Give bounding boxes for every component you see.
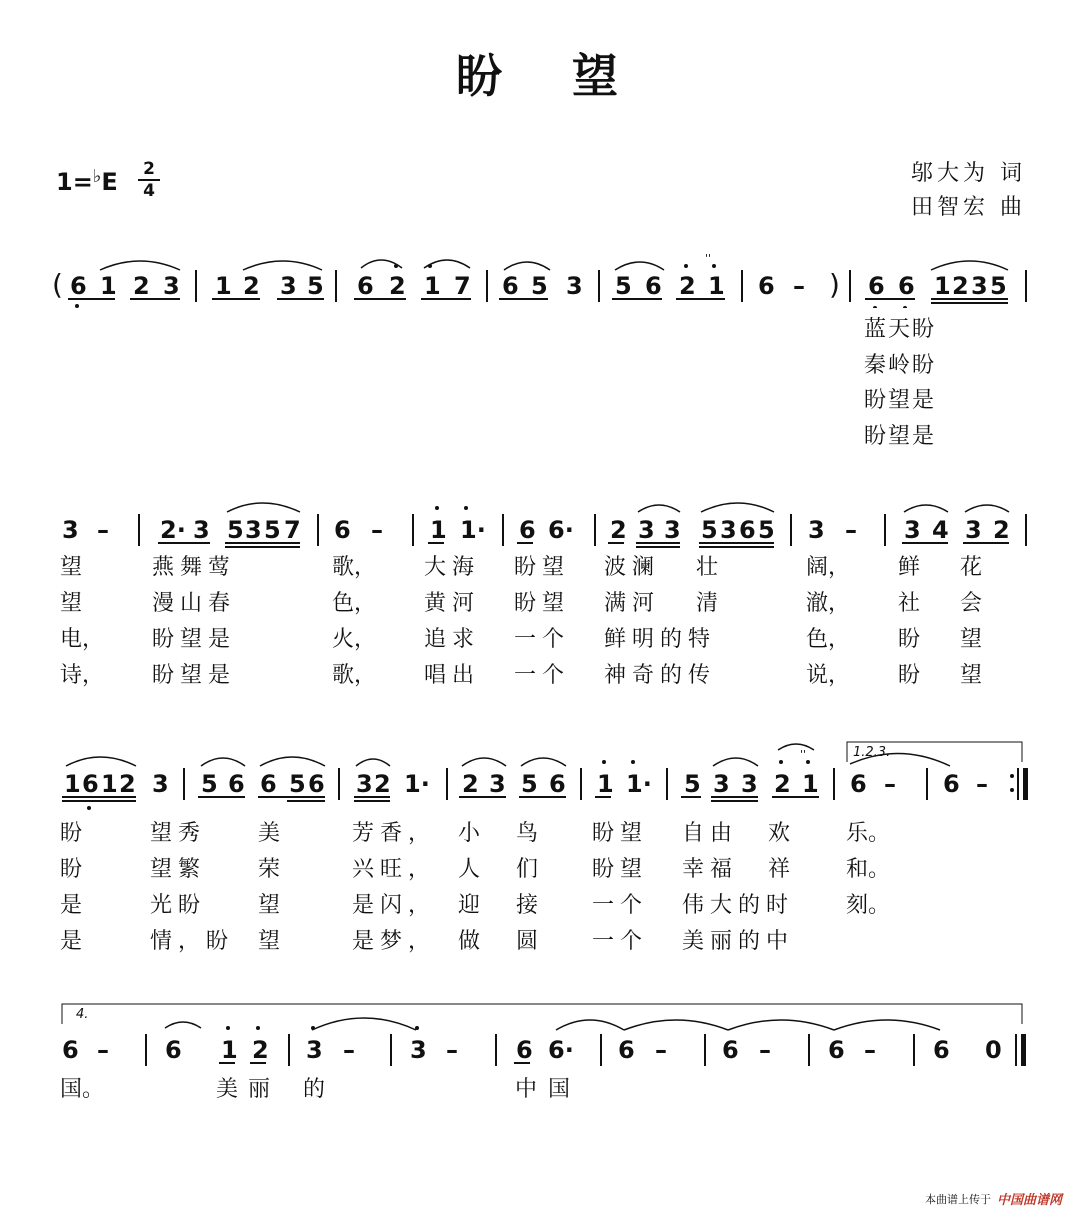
- svg-text:1: 1: [100, 272, 117, 300]
- svg-text:6: 6: [334, 516, 351, 544]
- svg-text:3: 3: [566, 272, 583, 300]
- svg-text:1·: 1·: [460, 516, 486, 544]
- svg-text:6: 6: [308, 770, 325, 798]
- svg-text:6: 6: [357, 272, 374, 300]
- svg-text:(: (: [52, 268, 63, 301]
- line1-lyrics: [864, 312, 936, 454]
- svg-text:1: 1: [597, 770, 614, 798]
- lyric-verse-2: 望 漫山春 色， 黄河 盼望 满河 清 澈， 社 会: [60, 591, 983, 616]
- svg-text:3: 3: [62, 516, 79, 544]
- lyric-verse-1: 盼 望秀 美 芳香， 小 鸟 盼望 自由 欢 乐。: [60, 821, 891, 846]
- svg-text:2: 2: [252, 1036, 269, 1064]
- svg-text:2·: 2·: [160, 516, 186, 544]
- svg-text:1: 1: [64, 770, 81, 798]
- svg-text:2: 2: [243, 272, 260, 300]
- svg-text:1: 1: [101, 770, 118, 798]
- svg-text:6: 6: [62, 1036, 79, 1064]
- lyric-verse-2: 秦岭盼: [864, 352, 937, 378]
- svg-text:6: 6: [618, 1036, 635, 1064]
- volta-1-2-3: 1.2.3.: [853, 745, 891, 760]
- svg-text:6: 6: [722, 1036, 739, 1064]
- svg-text:3: 3: [638, 516, 655, 544]
- svg-text:6: 6: [828, 1036, 845, 1064]
- svg-text:1: 1: [424, 272, 441, 300]
- svg-text:5: 5: [615, 272, 632, 300]
- svg-text:3: 3: [489, 770, 506, 798]
- lyric-verse-4: 是 情，盼 望 是梦， 做 圆 一个 美丽的中: [60, 929, 795, 954]
- svg-text:2: 2: [133, 272, 150, 300]
- svg-text:6: 6: [70, 272, 87, 300]
- svg-text:6: 6: [898, 272, 915, 300]
- lyric-verse-4: 诗， 盼望是 歌， 唱出 一个 神奇的传 说， 盼 望: [60, 663, 983, 688]
- svg-text:6: 6: [549, 770, 566, 798]
- svg-text:3: 3: [971, 272, 988, 300]
- lyricist-credit: 邬大为 词: [911, 161, 1026, 186]
- svg-text:2: 2: [610, 516, 627, 544]
- svg-text:1: 1: [221, 1036, 238, 1064]
- svg-text:'': '': [705, 252, 712, 265]
- svg-text:1: 1: [430, 516, 447, 544]
- svg-text:6: 6: [519, 516, 536, 544]
- svg-text:1·: 1·: [404, 770, 430, 798]
- svg-text:3: 3: [741, 770, 758, 798]
- svg-text:3: 3: [245, 516, 262, 544]
- svg-text:–: –: [343, 1036, 355, 1064]
- svg-text:6: 6: [645, 272, 662, 300]
- svg-text:5: 5: [521, 770, 538, 798]
- svg-text:5: 5: [701, 516, 718, 544]
- svg-text:5: 5: [990, 272, 1007, 300]
- site-logo[interactable]: 中国曲谱网: [996, 1193, 1062, 1208]
- svg-text:3: 3: [306, 1036, 323, 1064]
- time-signature: 2 4: [138, 160, 160, 200]
- svg-text:6·: 6·: [548, 1036, 574, 1064]
- svg-text:3: 3: [808, 516, 825, 544]
- svg-text:6: 6: [850, 770, 867, 798]
- page-title: 盼望: [456, 49, 688, 103]
- svg-text:–: –: [371, 516, 383, 544]
- footer-text: 本曲谱上传于: [924, 1192, 991, 1206]
- svg-text:2: 2: [389, 272, 406, 300]
- svg-text:–: –: [864, 1036, 876, 1064]
- svg-text:5: 5: [289, 770, 306, 798]
- line4-lyrics: 国。 美 丽 的 中 国: [60, 1077, 571, 1102]
- svg-text:6: 6: [502, 272, 519, 300]
- svg-text:'': '': [800, 748, 807, 761]
- svg-text:1: 1: [708, 272, 725, 300]
- svg-text:3: 3: [713, 770, 730, 798]
- svg-text:6: 6: [228, 770, 245, 798]
- svg-text:3: 3: [720, 516, 737, 544]
- svg-text:2: 2: [993, 516, 1010, 544]
- svg-text:–: –: [845, 516, 857, 544]
- svg-text:2: 2: [462, 770, 479, 798]
- svg-text:2: 2: [679, 272, 696, 300]
- score-line-4: [0, 1000, 1074, 1080]
- svg-text:6: 6: [165, 1036, 182, 1064]
- svg-text:3: 3: [280, 272, 297, 300]
- volta-4: 4.: [76, 1007, 89, 1022]
- lyric-verse-2: 盼 望繁 荣 兴旺， 人 们 盼望 幸福 祥 和。: [60, 857, 891, 882]
- svg-text:4: 4: [932, 516, 949, 544]
- svg-text:2: 2: [774, 770, 791, 798]
- svg-text:6: 6: [933, 1036, 950, 1064]
- svg-text:5: 5: [201, 770, 218, 798]
- svg-text:–: –: [793, 272, 805, 300]
- svg-text:2: 2: [119, 770, 136, 798]
- svg-text:5: 5: [758, 516, 775, 544]
- svg-text:–: –: [884, 770, 896, 798]
- svg-text:3: 3: [904, 516, 921, 544]
- svg-text:6: 6: [260, 770, 277, 798]
- svg-text:3: 3: [163, 272, 180, 300]
- score-line-3: [0, 736, 1074, 816]
- lyric-verse-3: 电， 盼望是 火， 追求 一个 鲜明的特 色， 盼 望: [60, 627, 983, 652]
- line3-lyrics: [0, 816, 1074, 956]
- svg-text:6: 6: [516, 1036, 533, 1064]
- svg-text:–: –: [97, 1036, 109, 1064]
- svg-text:6: 6: [943, 770, 960, 798]
- svg-text:3: 3: [664, 516, 681, 544]
- svg-text:2: 2: [952, 272, 969, 300]
- svg-text:3: 3: [410, 1036, 427, 1064]
- svg-text:–: –: [446, 1036, 458, 1064]
- svg-text:5: 5: [684, 770, 701, 798]
- svg-text:6·: 6·: [548, 516, 574, 544]
- svg-text:1: 1: [934, 272, 951, 300]
- lyric-verse-3: 是 光盼 望 是闪， 迎 接 一个 伟大的时 刻。: [60, 893, 891, 918]
- svg-text:5: 5: [264, 516, 281, 544]
- score-line-2: [0, 492, 1074, 552]
- svg-text:–: –: [976, 770, 988, 798]
- lyric-verse-1: 望 燕舞莺 歌， 大海 盼望 波澜 壮 阔， 鲜 花: [60, 555, 983, 580]
- svg-text:5: 5: [531, 272, 548, 300]
- lyric-verse-1: 蓝天盼: [864, 317, 937, 342]
- svg-text:–: –: [97, 516, 109, 544]
- svg-text:6: 6: [82, 770, 99, 798]
- svg-text:6: 6: [868, 272, 885, 300]
- svg-text:3: 3: [193, 516, 210, 544]
- svg-text:0: 0: [985, 1036, 1002, 1064]
- svg-text:5: 5: [307, 272, 324, 300]
- svg-text:–: –: [759, 1036, 771, 1064]
- svg-text:–: –: [655, 1036, 667, 1064]
- svg-text:7: 7: [454, 272, 471, 300]
- svg-text:1·: 1·: [626, 770, 652, 798]
- svg-text:3: 3: [152, 770, 169, 798]
- svg-text:6: 6: [739, 516, 756, 544]
- svg-text:2: 2: [374, 770, 391, 798]
- lyric-verse-3: 盼望是: [864, 388, 937, 413]
- score-line-1: [0, 248, 1074, 308]
- svg-text:1: 1: [215, 272, 232, 300]
- svg-text:3: 3: [965, 516, 982, 544]
- line2-lyrics: [0, 550, 1074, 690]
- svg-text:5: 5: [227, 516, 244, 544]
- svg-text:1: 1: [802, 770, 819, 798]
- svg-text:7: 7: [284, 516, 301, 544]
- key-signature: 1=♭E: [56, 166, 118, 196]
- lyric-verse-4: 盼望是: [864, 423, 937, 449]
- svg-text:): ): [829, 268, 840, 301]
- upload-footer: [925, 1189, 1062, 1208]
- svg-text:3: 3: [356, 770, 373, 798]
- svg-text:6: 6: [758, 272, 775, 300]
- composer-credit: 田智宏 曲: [911, 195, 1026, 220]
